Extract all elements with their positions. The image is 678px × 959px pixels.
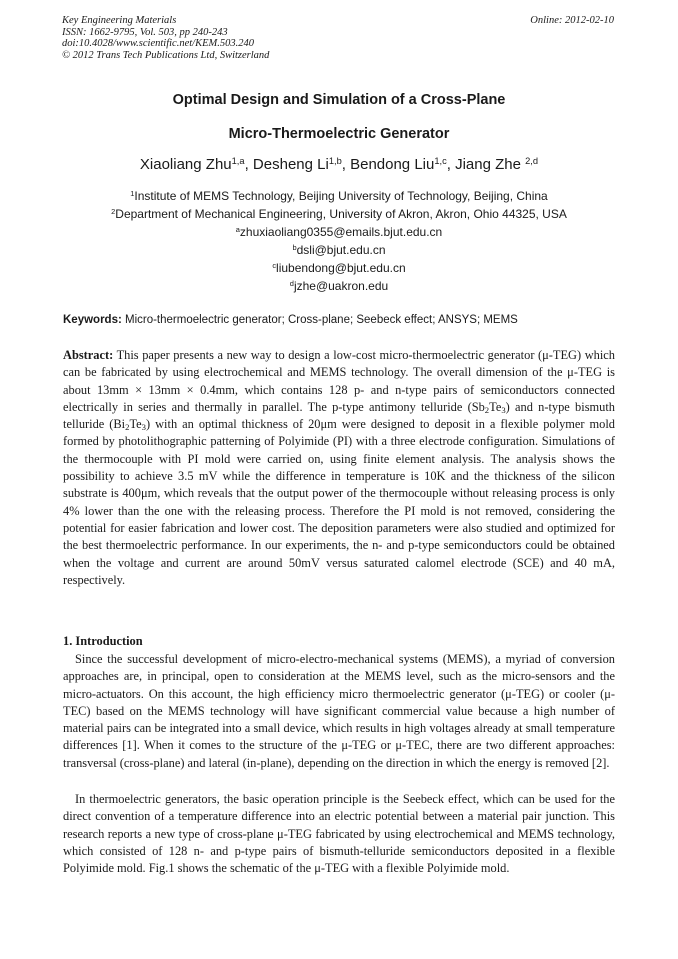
email-mark: a <box>235 224 240 234</box>
author-affiliation-mark: 1,c <box>434 155 447 166</box>
email-mark: b <box>292 242 297 252</box>
journal-name: Key Engineering Materials <box>62 15 177 26</box>
author-separator: , <box>446 156 456 173</box>
author-name: Jiang Zhe <box>455 156 526 173</box>
email-d <box>0 279 678 293</box>
subscript: 3 <box>141 422 146 433</box>
email-text: liubendong@bjut.edu.cn <box>276 261 406 275</box>
abstract-text: This paper presents a new way to design a low-cost micro-thermoelectric generator (μ-TEG) which can be fabricated by using electrochemical and MEMS technology. The overall dimension of the μ-TEG is about 13mm × 13mm × 0.4mm, which contains 128 p- and n-type pairs of semiconductors connected electrically in series and thermally in parallel. The p-type antimony telluride (Sb <box>63 348 615 414</box>
email-mark: c <box>272 260 277 270</box>
affiliation-text: Department of Mechanical Engineering, University of Akron, Akron, Ohio 44325, USA <box>115 207 567 221</box>
abstract-text: Te <box>129 417 142 432</box>
affiliation-1 <box>0 189 678 203</box>
subscript: 3 <box>501 405 506 416</box>
abstract-text: Te <box>489 399 502 414</box>
affiliation-text: Institute of MEMS Technology, Beijing University of Technology, Beijing, China <box>134 189 548 203</box>
author-name: Desheng Li <box>252 156 329 173</box>
intro-paragraph-2: In thermoelectric generators, the basic operation principle is the Seebeck effect, which can be used for the direct convention of a temperature difference into an electric potential between a material pair junction. This research reports a new type of cross-plane μ-TEG fabricated by using electrochemical and MEMS technology, which consisted of 128 n- and p-type pairs of bismuth-telluride semiconductors deposited in a flexible Polyimide mold. Fig.1 shows the schematic of the μ-TEG with a flexible Polyimide mold. <box>63 792 615 876</box>
subscript: 2 <box>125 422 130 433</box>
author-affiliation-mark: 1,b <box>328 155 342 166</box>
email-mark: d <box>289 278 294 288</box>
paper-title-line-1: Optimal Design and Simulation of a Cross-Plane <box>172 92 506 108</box>
journal-header <box>62 15 269 61</box>
author-name: Xiaoliang Zhu <box>139 156 232 173</box>
affiliation-2 <box>0 207 678 221</box>
author-name: Bendong Liu <box>350 156 435 173</box>
affiliation-mark: 1 <box>130 188 135 198</box>
author-separator: , <box>341 156 351 173</box>
doi-line: doi:10.4028/www.scientific.net/KEM.503.240 <box>62 38 254 50</box>
subscript: 2 <box>484 405 490 416</box>
section-heading-introduction: 1. Introduction <box>63 634 143 648</box>
intro-paragraph-1: Since the successful development of micro-electro-mechanical systems (MEMS), a myriad of conversion approaches are, in principal, open to consideration at the MEMS level, such as the micro-sensors and the micro-actuators. On this account, the high efficiency micro thermoelectric generator (μ-TEG) or cooler (μ-TEC) based on the MEMS technology will have significant commercial value because a high number of material pairs can be integrated into a small device, which results in high voltages already at small temperature differences [1]. When it comes to the structure of the μ-TEG or μ-TEC, there are two different approaches: transversal (cross-plane) and lateral (in-plane), depending on the direction in which the energy is removed [2]. <box>63 652 615 770</box>
email-text: dsli@bjut.edu.cn <box>296 243 386 257</box>
affiliation-mark: 2 <box>111 206 116 216</box>
abstract-paragraph <box>63 347 615 589</box>
abstract-text: ) with an optimal thickness of 20μm were designed to deposit in a flexible polymer mold formed by photolithographic patterning of Polyimide (PI) with a three electrode configuration. Simulations of the thermocouple with PI mold were carried on, using finite element analysis. The analysis shows the possibility to achieve 3.5 mV while the difference in temperature is 10K and the thickness of the silicon substrate is 400μm, which reveals that the output power of the thermocouple without releasing process is only 4% lower than the one with the releasing process. Therefore the PI mold is not removed, considering the potential for easier fabrication and lower cost. The deposition parameters were also studied and optimized for the best thermoelectric performance. In our experiments, the n- and p-type semiconductors could be obtained when the voltage and current are around 50mV versus saturated calomel electrode (SCE) and 40 mA, respectively. <box>63 417 616 587</box>
author-affiliation-mark: 2,d <box>525 155 539 166</box>
copyright-line: © 2012 Trans Tech Publications Ltd, Switzerland <box>62 49 270 61</box>
keywords <box>63 314 615 326</box>
issn-line: ISSN: 1662-9795, Vol. 503, pp 240-243 <box>62 26 228 38</box>
email-text: zhuxiaoliang0355@emails.bjut.edu.cn <box>239 225 443 239</box>
online-date: Online: 2012-02-10 <box>530 15 614 26</box>
abstract-text: ) and n-type bismuth telluride (Bi <box>63 399 615 432</box>
keywords-label: Keywords: <box>63 314 122 326</box>
author-list <box>0 156 678 173</box>
email-a <box>0 225 678 239</box>
email-b <box>0 243 678 257</box>
email-text: jzhe@uakron.edu <box>293 279 389 293</box>
paper-title-line-2: Micro-Thermoelectric Generator <box>228 126 450 142</box>
abstract-label: Abstract: <box>63 348 114 362</box>
author-affiliation-mark: 1,a <box>231 155 245 166</box>
keywords-text: Micro-thermoelectric generator; Cross-plane; Seebeck effect; ANSYS; MEMS <box>121 314 518 326</box>
email-c <box>0 261 678 275</box>
author-separator: , <box>244 156 253 173</box>
